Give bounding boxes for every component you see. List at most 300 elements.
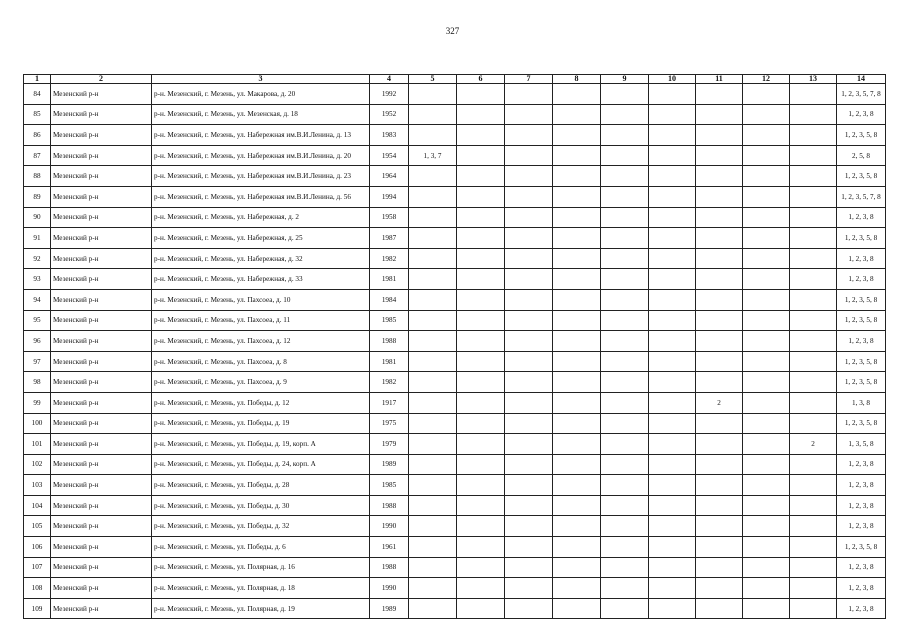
row-number-cell: 95: [24, 310, 51, 331]
col13-cell: [790, 454, 837, 475]
district-cell: Мезенский р-н: [51, 104, 152, 125]
empty-cell: [505, 454, 553, 475]
address-cell: р-н. Мезенский, г. Мезень, ул. Пахсоеа, д. 9: [152, 372, 370, 393]
row-number-cell: 104: [24, 495, 51, 516]
column-header: 11: [696, 75, 743, 84]
col13-cell: [790, 495, 837, 516]
row-number-cell: 91: [24, 228, 51, 249]
empty-cell: [553, 310, 601, 331]
district-cell: Мезенский р-н: [51, 454, 152, 475]
row-number-cell: 85: [24, 104, 51, 125]
empty-cell: [743, 289, 790, 310]
col11-cell: [696, 145, 743, 166]
col14-cell: 1, 2, 3, 5, 8: [837, 289, 886, 310]
column-header: 13: [790, 75, 837, 84]
district-cell: Мезенский р-н: [51, 434, 152, 455]
col11-cell: [696, 269, 743, 290]
empty-cell: [457, 84, 505, 105]
empty-cell: [457, 516, 505, 537]
address-cell: р-н. Мезенский, г. Мезень, ул. Победы, д. 28: [152, 475, 370, 496]
col13-cell: [790, 578, 837, 599]
row-number-cell: 90: [24, 207, 51, 228]
empty-cell: [649, 145, 696, 166]
table-row: [24, 495, 886, 516]
table-row: [24, 578, 886, 599]
year-cell: 1982: [370, 372, 409, 393]
empty-cell: [649, 392, 696, 413]
table-row: [24, 598, 886, 619]
empty-cell: [553, 104, 601, 125]
empty-cell: [601, 413, 649, 434]
empty-cell: [553, 372, 601, 393]
empty-cell: [457, 495, 505, 516]
empty-cell: [457, 537, 505, 558]
empty-cell: [553, 516, 601, 537]
row-number-cell: 101: [24, 434, 51, 455]
table-row: [24, 166, 886, 187]
col13-cell: [790, 331, 837, 352]
empty-cell: [505, 413, 553, 434]
empty-cell: [649, 228, 696, 249]
col11-cell: [696, 434, 743, 455]
empty-cell: [743, 537, 790, 558]
row-number-cell: 98: [24, 372, 51, 393]
empty-cell: [601, 310, 649, 331]
empty-cell: [601, 145, 649, 166]
col13-cell: [790, 104, 837, 125]
address-cell: р-н. Мезенский, г. Мезень, ул. Набережная им.В.И.Ленина, д. 56: [152, 186, 370, 207]
col5-cell: [409, 269, 457, 290]
address-cell: р-н. Мезенский, г. Мезень, ул. Набережная, д. 33: [152, 269, 370, 290]
col13-cell: [790, 269, 837, 290]
empty-cell: [743, 413, 790, 434]
row-number-cell: 102: [24, 454, 51, 475]
table-row: [24, 516, 886, 537]
empty-cell: [601, 516, 649, 537]
row-number-cell: 84: [24, 84, 51, 105]
empty-cell: [505, 392, 553, 413]
column-header: 9: [601, 75, 649, 84]
column-header: 5: [409, 75, 457, 84]
empty-cell: [553, 537, 601, 558]
district-cell: Мезенский р-н: [51, 475, 152, 496]
col14-cell: 1, 2, 3, 8: [837, 557, 886, 578]
empty-cell: [601, 392, 649, 413]
table-row: [24, 228, 886, 249]
empty-cell: [457, 392, 505, 413]
year-cell: 1988: [370, 557, 409, 578]
address-cell: р-н. Мезенский, г. Мезень, ул. Полярная, д. 18: [152, 578, 370, 599]
empty-cell: [601, 84, 649, 105]
district-cell: Мезенский р-н: [51, 207, 152, 228]
col13-cell: [790, 84, 837, 105]
year-cell: 1988: [370, 495, 409, 516]
empty-cell: [553, 166, 601, 187]
empty-cell: [601, 351, 649, 372]
col5-cell: [409, 331, 457, 352]
empty-cell: [743, 145, 790, 166]
address-cell: р-н. Мезенский, г. Мезень, ул. Макарова, д. 20: [152, 84, 370, 105]
column-header: 1: [24, 75, 51, 84]
address-cell: р-н. Мезенский, г. Мезень, ул. Пахсоеа, д. 11: [152, 310, 370, 331]
col13-cell: [790, 248, 837, 269]
empty-cell: [505, 228, 553, 249]
col14-cell: 1, 2, 3, 8: [837, 495, 886, 516]
row-number-cell: 97: [24, 351, 51, 372]
district-cell: Мезенский р-н: [51, 228, 152, 249]
district-cell: Мезенский р-н: [51, 537, 152, 558]
empty-cell: [457, 434, 505, 455]
empty-cell: [505, 125, 553, 146]
col5-cell: [409, 578, 457, 599]
col5-cell: [409, 166, 457, 187]
empty-cell: [601, 228, 649, 249]
empty-cell: [457, 186, 505, 207]
year-cell: 1982: [370, 248, 409, 269]
col13-cell: [790, 516, 837, 537]
col14-cell: 1, 2, 3, 5, 8: [837, 537, 886, 558]
row-number-cell: 99: [24, 392, 51, 413]
empty-cell: [457, 372, 505, 393]
table-row: [24, 475, 886, 496]
year-cell: 1985: [370, 475, 409, 496]
district-cell: Мезенский р-н: [51, 351, 152, 372]
address-cell: р-н. Мезенский, г. Мезень, ул. Пахсоеа, д. 10: [152, 289, 370, 310]
address-cell: р-н. Мезенский, г. Мезень, ул. Победы, д. 24, корп. А: [152, 454, 370, 475]
col13-cell: [790, 372, 837, 393]
table-row: [24, 186, 886, 207]
empty-cell: [553, 228, 601, 249]
empty-cell: [505, 372, 553, 393]
empty-cell: [601, 331, 649, 352]
col14-cell: 1, 2, 3, 5, 7, 8: [837, 186, 886, 207]
col5-cell: [409, 289, 457, 310]
empty-cell: [553, 269, 601, 290]
col11-cell: [696, 125, 743, 146]
empty-cell: [505, 186, 553, 207]
year-cell: 1958: [370, 207, 409, 228]
empty-cell: [743, 186, 790, 207]
district-cell: Мезенский р-н: [51, 269, 152, 290]
empty-cell: [649, 578, 696, 599]
table-row: [24, 289, 886, 310]
empty-cell: [743, 84, 790, 105]
empty-cell: [553, 598, 601, 619]
empty-cell: [601, 434, 649, 455]
empty-cell: [553, 475, 601, 496]
col14-cell: 1, 2, 3, 8: [837, 598, 886, 619]
address-cell: р-н. Мезенский, г. Мезень, ул. Набережная, д. 2: [152, 207, 370, 228]
col5-cell: [409, 248, 457, 269]
empty-cell: [505, 248, 553, 269]
col13-cell: [790, 351, 837, 372]
year-cell: 1988: [370, 331, 409, 352]
year-cell: 1994: [370, 186, 409, 207]
empty-cell: [743, 351, 790, 372]
col11-cell: [696, 557, 743, 578]
empty-cell: [505, 310, 553, 331]
col14-cell: 1, 2, 3, 5, 8: [837, 351, 886, 372]
empty-cell: [457, 310, 505, 331]
empty-cell: [743, 434, 790, 455]
col13-cell: [790, 537, 837, 558]
empty-cell: [601, 495, 649, 516]
row-number-cell: 92: [24, 248, 51, 269]
empty-cell: [649, 434, 696, 455]
col13-cell: [790, 207, 837, 228]
col5-cell: [409, 310, 457, 331]
empty-cell: [505, 578, 553, 599]
col11-cell: [696, 372, 743, 393]
column-header: 14: [837, 75, 886, 84]
empty-cell: [457, 289, 505, 310]
empty-cell: [649, 475, 696, 496]
empty-cell: [743, 557, 790, 578]
empty-cell: [457, 104, 505, 125]
year-cell: 1989: [370, 598, 409, 619]
col5-cell: [409, 372, 457, 393]
empty-cell: [649, 331, 696, 352]
address-cell: р-н. Мезенский, г. Мезень, ул. Пахсоеа, д. 8: [152, 351, 370, 372]
empty-cell: [457, 413, 505, 434]
empty-cell: [553, 578, 601, 599]
row-number-cell: 105: [24, 516, 51, 537]
col5-cell: [409, 392, 457, 413]
register-table: [23, 74, 886, 619]
col14-cell: 1, 2, 3, 8: [837, 269, 886, 290]
col14-cell: 1, 2, 3, 8: [837, 207, 886, 228]
empty-cell: [743, 495, 790, 516]
empty-cell: [649, 454, 696, 475]
col5-cell: [409, 537, 457, 558]
district-cell: Мезенский р-н: [51, 557, 152, 578]
empty-cell: [505, 84, 553, 105]
district-cell: Мезенский р-н: [51, 495, 152, 516]
col5-cell: [409, 207, 457, 228]
column-header: 8: [553, 75, 601, 84]
address-cell: р-н. Мезенский, г. Мезень, ул. Набережная им.В.И.Ленина, д. 20: [152, 145, 370, 166]
empty-cell: [553, 207, 601, 228]
col5-cell: [409, 495, 457, 516]
empty-cell: [649, 289, 696, 310]
empty-cell: [601, 578, 649, 599]
table-row: [24, 434, 886, 455]
empty-cell: [649, 207, 696, 228]
empty-cell: [505, 557, 553, 578]
empty-cell: [601, 289, 649, 310]
empty-cell: [505, 269, 553, 290]
col14-cell: 1, 2, 3, 5, 8: [837, 166, 886, 187]
year-cell: 1954: [370, 145, 409, 166]
col13-cell: [790, 166, 837, 187]
address-cell: р-н. Мезенский, г. Мезень, ул. Набережная, д. 32: [152, 248, 370, 269]
col13-cell: [790, 392, 837, 413]
row-number-cell: 93: [24, 269, 51, 290]
address-cell: р-н. Мезенский, г. Мезень, ул. Победы, д. 30: [152, 495, 370, 516]
column-header: 2: [51, 75, 152, 84]
col14-cell: 1, 2, 3, 5, 8: [837, 125, 886, 146]
row-number-cell: 109: [24, 598, 51, 619]
col13-cell: [790, 289, 837, 310]
col14-cell: 1, 2, 3, 5, 7, 8: [837, 84, 886, 105]
table-row: [24, 351, 886, 372]
col11-cell: [696, 248, 743, 269]
row-number-cell: 94: [24, 289, 51, 310]
district-cell: Мезенский р-н: [51, 310, 152, 331]
col11-cell: [696, 166, 743, 187]
col11-cell: [696, 413, 743, 434]
empty-cell: [553, 84, 601, 105]
empty-cell: [649, 537, 696, 558]
empty-cell: [553, 351, 601, 372]
district-cell: Мезенский р-н: [51, 578, 152, 599]
address-cell: р-н. Мезенский, г. Мезень, ул. Победы, д. 12: [152, 392, 370, 413]
col14-cell: 1, 2, 3, 8: [837, 578, 886, 599]
address-cell: р-н. Мезенский, г. Мезень, ул. Победы, д. 19, корп. А: [152, 434, 370, 455]
district-cell: Мезенский р-н: [51, 331, 152, 352]
empty-cell: [553, 413, 601, 434]
header-row: [24, 75, 886, 84]
address-cell: р-н. Мезенский, г. Мезень, ул. Мезенская, д. 18: [152, 104, 370, 125]
empty-cell: [649, 248, 696, 269]
empty-cell: [649, 372, 696, 393]
district-cell: Мезенский р-н: [51, 166, 152, 187]
column-header: 7: [505, 75, 553, 84]
empty-cell: [505, 516, 553, 537]
empty-cell: [601, 475, 649, 496]
empty-cell: [601, 166, 649, 187]
col13-cell: 2: [790, 434, 837, 455]
address-cell: р-н. Мезенский, г. Мезень, ул. Победы, д. 19: [152, 413, 370, 434]
table-row: [24, 537, 886, 558]
col13-cell: [790, 598, 837, 619]
empty-cell: [457, 166, 505, 187]
col5-cell: [409, 228, 457, 249]
table-row: [24, 125, 886, 146]
district-cell: Мезенский р-н: [51, 145, 152, 166]
district-cell: Мезенский р-н: [51, 248, 152, 269]
col13-cell: [790, 186, 837, 207]
table-row: [24, 392, 886, 413]
empty-cell: [649, 495, 696, 516]
col14-cell: 1, 2, 3, 5, 8: [837, 413, 886, 434]
empty-cell: [649, 516, 696, 537]
empty-cell: [601, 186, 649, 207]
empty-cell: [649, 413, 696, 434]
year-cell: 1985: [370, 310, 409, 331]
col14-cell: 1, 3, 8: [837, 392, 886, 413]
empty-cell: [649, 166, 696, 187]
empty-cell: [649, 125, 696, 146]
col11-cell: [696, 186, 743, 207]
row-number-cell: 89: [24, 186, 51, 207]
empty-cell: [601, 537, 649, 558]
empty-cell: [743, 578, 790, 599]
empty-cell: [553, 248, 601, 269]
col11-cell: [696, 454, 743, 475]
address-cell: р-н. Мезенский, г. Мезень, ул. Набережная им.В.И.Ленина, д. 23: [152, 166, 370, 187]
col11-cell: [696, 516, 743, 537]
year-cell: 1952: [370, 104, 409, 125]
col11-cell: [696, 495, 743, 516]
col13-cell: [790, 413, 837, 434]
year-cell: 1975: [370, 413, 409, 434]
col11-cell: [696, 331, 743, 352]
year-cell: 1961: [370, 537, 409, 558]
district-cell: Мезенский р-н: [51, 392, 152, 413]
empty-cell: [649, 310, 696, 331]
empty-cell: [649, 598, 696, 619]
col14-cell: 1, 2, 3, 8: [837, 248, 886, 269]
col14-cell: 1, 3, 5, 8: [837, 434, 886, 455]
col14-cell: 1, 2, 3, 8: [837, 516, 886, 537]
empty-cell: [601, 207, 649, 228]
empty-cell: [601, 269, 649, 290]
year-cell: 1990: [370, 578, 409, 599]
empty-cell: [505, 434, 553, 455]
col11-cell: 2: [696, 392, 743, 413]
col5-cell: [409, 434, 457, 455]
col13-cell: [790, 228, 837, 249]
district-cell: Мезенский р-н: [51, 125, 152, 146]
col5-cell: [409, 186, 457, 207]
empty-cell: [743, 392, 790, 413]
table-row: [24, 372, 886, 393]
table-row: [24, 331, 886, 352]
table-row: [24, 557, 886, 578]
empty-cell: [553, 125, 601, 146]
empty-cell: [601, 598, 649, 619]
empty-cell: [743, 516, 790, 537]
address-cell: р-н. Мезенский, г. Мезень, ул. Победы, д. 6: [152, 537, 370, 558]
col5-cell: [409, 84, 457, 105]
empty-cell: [505, 598, 553, 619]
district-cell: Мезенский р-н: [51, 289, 152, 310]
col11-cell: [696, 310, 743, 331]
year-cell: 1987: [370, 228, 409, 249]
empty-cell: [743, 228, 790, 249]
col11-cell: [696, 578, 743, 599]
row-number-cell: 88: [24, 166, 51, 187]
table-row: [24, 269, 886, 290]
empty-cell: [457, 269, 505, 290]
table-row: [24, 413, 886, 434]
empty-cell: [457, 125, 505, 146]
empty-cell: [505, 495, 553, 516]
empty-cell: [649, 351, 696, 372]
empty-cell: [601, 248, 649, 269]
table-row: [24, 454, 886, 475]
empty-cell: [553, 392, 601, 413]
row-number-cell: 106: [24, 537, 51, 558]
col14-cell: 2, 5, 8: [837, 145, 886, 166]
empty-cell: [457, 207, 505, 228]
col5-cell: [409, 557, 457, 578]
page-number: 327: [445, 26, 460, 36]
empty-cell: [553, 289, 601, 310]
col5-cell: [409, 598, 457, 619]
year-cell: 1917: [370, 392, 409, 413]
col11-cell: [696, 228, 743, 249]
district-cell: Мезенский р-н: [51, 84, 152, 105]
col11-cell: [696, 84, 743, 105]
empty-cell: [457, 248, 505, 269]
empty-cell: [505, 207, 553, 228]
col14-cell: 1, 2, 3, 8: [837, 331, 886, 352]
district-cell: Мезенский р-н: [51, 516, 152, 537]
empty-cell: [553, 145, 601, 166]
col11-cell: [696, 207, 743, 228]
